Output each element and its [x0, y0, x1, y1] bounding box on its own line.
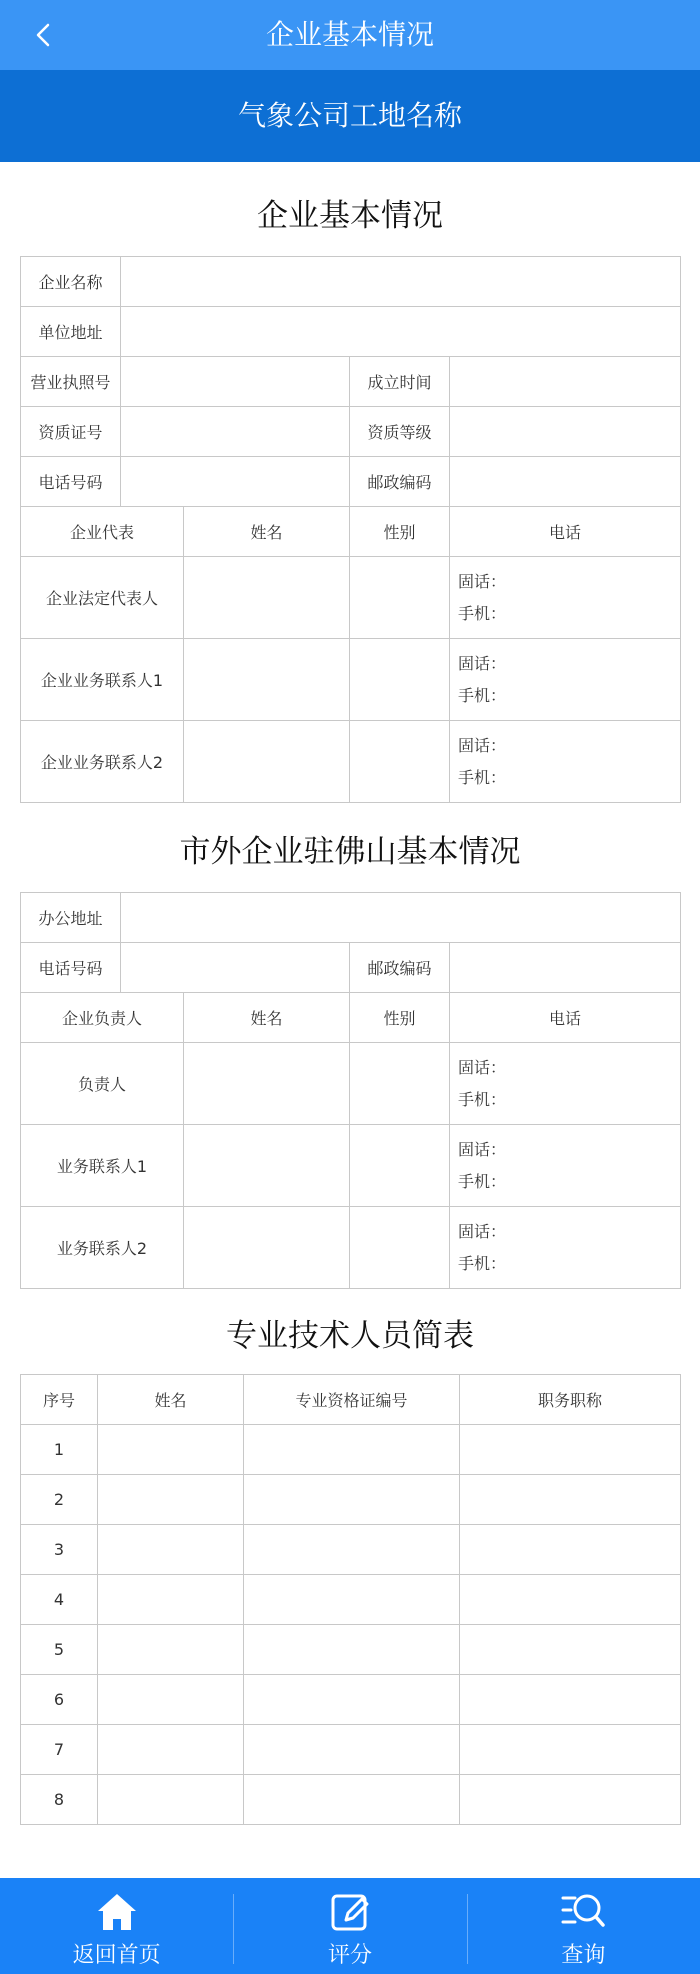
- contacts-header-name: 姓名: [184, 507, 350, 557]
- column-header-title: 职务职称: [460, 1375, 681, 1425]
- site-name-banner: 气象公司工地名称: [0, 70, 700, 162]
- section-title-tech-staff: 专业技术人员简表: [226, 1318, 474, 1354]
- name-cell[interactable]: [98, 1725, 244, 1775]
- nav-home-button[interactable]: [0, 1878, 233, 1974]
- table-header-row: [21, 1375, 681, 1425]
- founded-label: 成立时间: [350, 357, 450, 407]
- section-title-foshan-office: 市外企业驻佛山基本情况: [179, 834, 521, 870]
- contact-role: 业务联系人1: [21, 1125, 184, 1207]
- row-index: 5: [21, 1625, 98, 1675]
- address-label: 单位地址: [21, 307, 121, 357]
- cert-cell[interactable]: [244, 1725, 460, 1775]
- contact-gender-value[interactable]: [350, 1043, 450, 1125]
- row-index: 6: [21, 1675, 98, 1725]
- contact-role: 企业法定代表人: [21, 557, 184, 639]
- name-cell[interactable]: [98, 1675, 244, 1725]
- cert-cell[interactable]: [244, 1775, 460, 1825]
- postcode-value[interactable]: [450, 457, 681, 507]
- contact-name-value[interactable]: [184, 721, 350, 803]
- cert-cell[interactable]: [244, 1575, 460, 1625]
- title-cell[interactable]: [460, 1575, 681, 1625]
- contact-phone-cell[interactable]: [450, 1207, 681, 1289]
- table-row: [21, 1475, 681, 1525]
- contact-role: 业务联系人2: [21, 1207, 184, 1289]
- title-cell[interactable]: [460, 1675, 681, 1725]
- contact-gender-value[interactable]: [350, 1125, 450, 1207]
- table-row: [21, 1675, 681, 1725]
- name-cell[interactable]: [98, 1475, 244, 1525]
- page-title: 企业基本情况: [265, 18, 434, 51]
- section-title-basic-info: 企业基本情况: [257, 198, 443, 234]
- table-row: [21, 1625, 681, 1675]
- mobile-label: 手机：: [458, 685, 507, 705]
- mobile-label: 手机：: [458, 767, 507, 787]
- nav-query-button[interactable]: [467, 1878, 700, 1974]
- tech-staff-table: [20, 1374, 681, 1825]
- company-name-value[interactable]: [121, 257, 681, 307]
- column-header-index: 序号: [21, 1375, 98, 1425]
- founded-value[interactable]: [450, 357, 681, 407]
- bottom-nav: [0, 1878, 700, 1974]
- contacts-header-phone: 电话: [450, 993, 681, 1043]
- phone-value[interactable]: [121, 457, 350, 507]
- basic-info-table: [20, 256, 681, 803]
- contact-name-value[interactable]: [184, 1043, 350, 1125]
- table-row: [21, 1425, 681, 1475]
- contacts-header-role: 企业负责人: [21, 993, 184, 1043]
- contacts-header-gender: 性别: [350, 993, 450, 1043]
- name-cell[interactable]: [98, 1525, 244, 1575]
- contact-role: 负责人: [21, 1043, 184, 1125]
- phone-label: 电话号码: [21, 457, 121, 507]
- table-row: [21, 1525, 681, 1575]
- contacts-header-phone: 电话: [450, 507, 681, 557]
- postcode-value[interactable]: [450, 943, 681, 993]
- landline-label: 固话：: [458, 1221, 507, 1241]
- home-icon: [95, 1890, 139, 1934]
- row-index: 2: [21, 1475, 98, 1525]
- qualification-cert-value[interactable]: [121, 407, 350, 457]
- license-label: 营业执照号: [21, 357, 121, 407]
- row-index: 1: [21, 1425, 98, 1475]
- name-cell[interactable]: [98, 1625, 244, 1675]
- nav-home-label: 返回首页: [72, 1943, 161, 1968]
- name-cell[interactable]: [98, 1575, 244, 1625]
- contacts-header-name: 姓名: [184, 993, 350, 1043]
- postcode-label: 邮政编码: [350, 943, 450, 993]
- contacts-header-role: 企业代表: [21, 507, 184, 557]
- contact-row: [21, 1043, 681, 1125]
- postcode-label: 邮政编码: [350, 457, 450, 507]
- landline-label: 固话：: [458, 571, 507, 591]
- qualification-cert-label: 资质证号: [21, 407, 121, 457]
- landline-label: 固话：: [458, 735, 507, 755]
- qualification-level-value[interactable]: [450, 407, 681, 457]
- contact-gender-value[interactable]: [350, 1207, 450, 1289]
- address-value[interactable]: [121, 307, 681, 357]
- title-cell[interactable]: [460, 1725, 681, 1775]
- mobile-label: 手机：: [458, 603, 507, 623]
- contact-role: 企业业务联系人1: [21, 639, 184, 721]
- contact-phone-cell[interactable]: [450, 639, 681, 721]
- column-header-name: 姓名: [98, 1375, 244, 1425]
- app-header: [0, 0, 700, 70]
- landline-label: 固话：: [458, 1139, 507, 1159]
- nav-score-label: 评分: [327, 1943, 372, 1968]
- contacts-header-gender: 性别: [350, 507, 450, 557]
- title-cell[interactable]: [460, 1525, 681, 1575]
- row-index: 3: [21, 1525, 98, 1575]
- row-index: 7: [21, 1725, 98, 1775]
- contact-row: [21, 1125, 681, 1207]
- contact-row: [21, 1207, 681, 1289]
- contact-phone-cell[interactable]: [450, 1125, 681, 1207]
- cert-cell[interactable]: [244, 1625, 460, 1675]
- title-cell[interactable]: [460, 1625, 681, 1675]
- table-row: [21, 1575, 681, 1625]
- contact-gender-value[interactable]: [350, 557, 450, 639]
- cert-cell[interactable]: [244, 1675, 460, 1725]
- contact-name-value[interactable]: [184, 557, 350, 639]
- mobile-label: 手机：: [458, 1171, 507, 1191]
- landline-label: 固话：: [458, 653, 507, 673]
- contact-row: [21, 721, 681, 803]
- cert-cell[interactable]: [244, 1425, 460, 1475]
- office-address-label: 办公地址: [21, 893, 121, 943]
- row-index: 4: [21, 1575, 98, 1625]
- title-cell[interactable]: [460, 1425, 681, 1475]
- phone-value[interactable]: [121, 943, 350, 993]
- nav-query-label: 查询: [561, 1943, 606, 1968]
- table-row: [21, 1775, 681, 1825]
- cert-cell[interactable]: [244, 1475, 460, 1525]
- name-cell[interactable]: [98, 1775, 244, 1825]
- row-index: 8: [21, 1775, 98, 1825]
- qualification-level-label: 资质等级: [350, 407, 450, 457]
- contact-name-value[interactable]: [184, 1207, 350, 1289]
- landline-label: 固话：: [458, 1057, 507, 1077]
- table-row: [21, 1725, 681, 1775]
- contact-row: [21, 639, 681, 721]
- title-cell[interactable]: [460, 1775, 681, 1825]
- contact-name-value[interactable]: [184, 639, 350, 721]
- search-icon: [561, 1890, 605, 1934]
- name-cell[interactable]: [98, 1425, 244, 1475]
- phone-label: 电话号码: [21, 943, 121, 993]
- mobile-label: 手机：: [458, 1089, 507, 1109]
- contact-phone-cell[interactable]: [450, 721, 681, 803]
- contact-role: 企业业务联系人2: [21, 721, 184, 803]
- contact-phone-cell[interactable]: [450, 1043, 681, 1125]
- mobile-label: 手机：: [458, 1253, 507, 1273]
- edit-icon: [328, 1890, 372, 1934]
- contact-phone-cell[interactable]: [450, 557, 681, 639]
- office-address-value[interactable]: [121, 893, 681, 943]
- nav-score-button[interactable]: [233, 1878, 466, 1974]
- contact-name-value[interactable]: [184, 1125, 350, 1207]
- column-header-cert-number: 专业资格证编号: [244, 1375, 460, 1425]
- title-cell[interactable]: [460, 1475, 681, 1525]
- cert-cell[interactable]: [244, 1525, 460, 1575]
- company-name-label: 企业名称: [21, 257, 121, 307]
- contact-row: [21, 557, 681, 639]
- foshan-office-table: [20, 892, 681, 1289]
- license-value[interactable]: [121, 357, 350, 407]
- contact-gender-value[interactable]: [350, 721, 450, 803]
- contact-gender-value[interactable]: [350, 639, 450, 721]
